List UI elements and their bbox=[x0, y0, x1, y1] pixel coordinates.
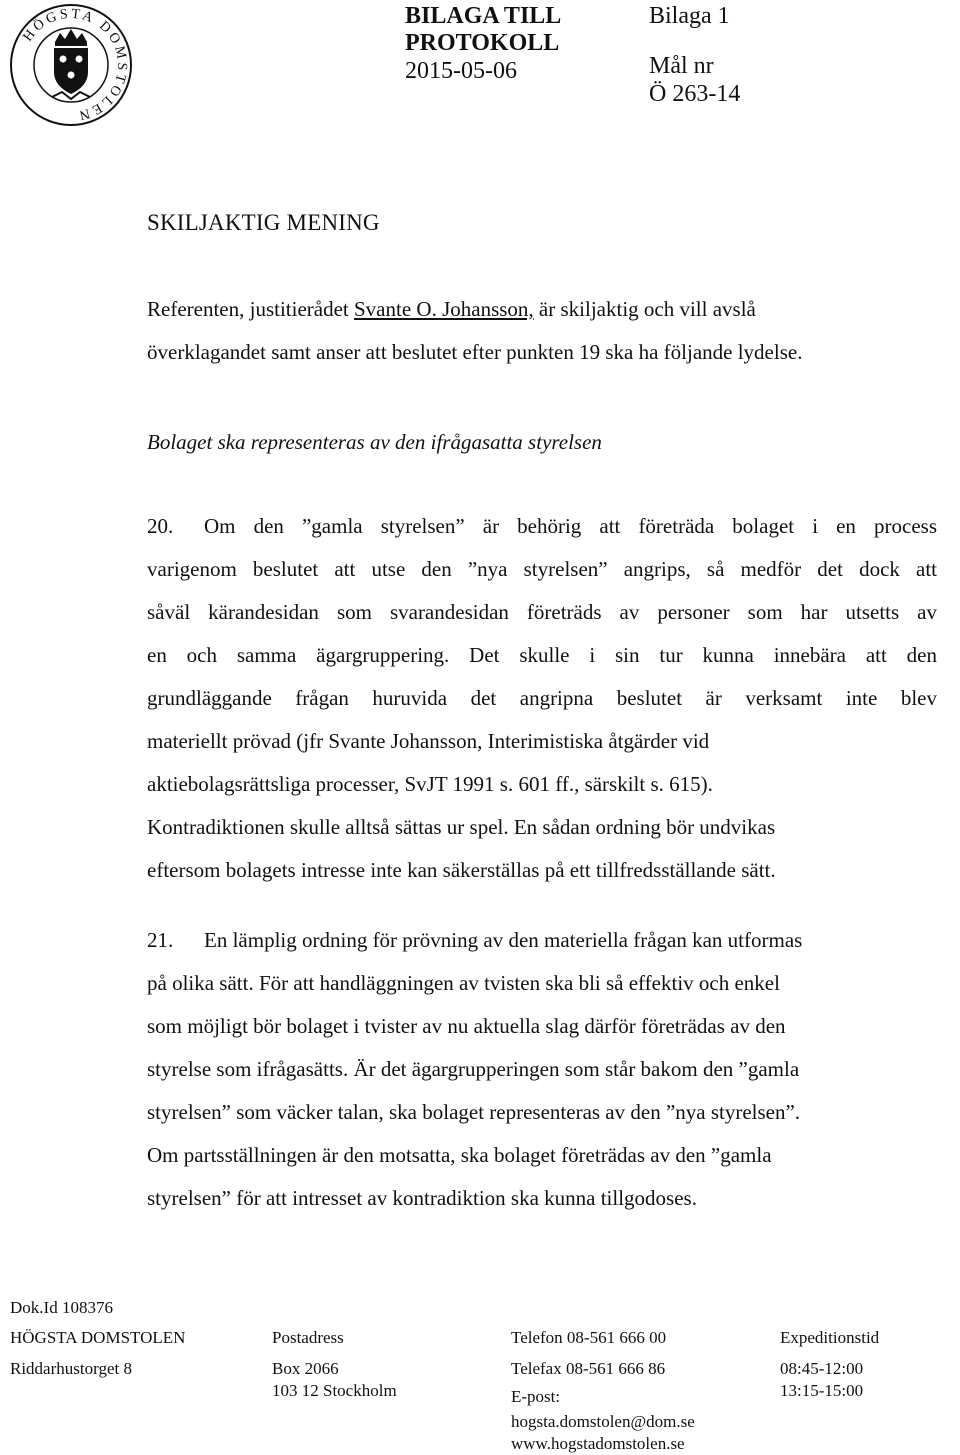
header-mal-number: Ö 263-14 bbox=[649, 81, 741, 107]
footer-street: Riddarhustorget 8 bbox=[10, 1359, 132, 1378]
paragraph-line: på olika sätt. För att handläggningen av tvisten ska bli så effektiv och enkel bbox=[147, 971, 780, 995]
footer-phone: Telefon 08-561 666 00 bbox=[511, 1328, 667, 1347]
paragraph-20 bbox=[147, 505, 937, 892]
paragraph-number: 20. bbox=[147, 514, 174, 538]
header-title-line2: PROTOKOLL bbox=[405, 30, 560, 56]
paragraph-line: eftersom bolagets intresse inte kan säkerställas på ett tillfredsställande sätt. bbox=[147, 858, 776, 882]
paragraph-line: styrelsen” som väcker talan, ska bolaget representeras av den ”nya styrelsen”. bbox=[147, 1100, 801, 1124]
paragraph-line: styrelsen” för att intresset av kontradiktion ska kunna tillgodoses. bbox=[147, 1186, 697, 1210]
header-title-line1: BILAGA TILL bbox=[405, 3, 562, 29]
paragraph-line: materiellt prövad (jfr Svante Johansson, Interimistiska åtgärder vid bbox=[147, 729, 710, 753]
paragraph-line: såväl kärandesidan som svarandesidan företräds av personer som har utsetts av bbox=[147, 600, 937, 624]
paragraph-line: en och samma ägargruppering. Det skulle i sin tur kunna innebära att den bbox=[147, 643, 937, 667]
intro-text-start: Referenten, justitierådet bbox=[147, 297, 354, 321]
header-bilaga: Bilaga 1 bbox=[649, 3, 730, 29]
intro-paragraph bbox=[147, 288, 937, 374]
referent-name: Svante O. Johansson, bbox=[354, 297, 534, 321]
court-seal-logo bbox=[8, 2, 134, 128]
footer-hours-afternoon: 13:15-15:00 bbox=[780, 1381, 864, 1400]
paragraph-number: 21. bbox=[147, 928, 174, 952]
paragraph-line: aktiebolagsrättsliga processer, SvJT 1991 s. 601 ff., särskilt s. 615). bbox=[147, 772, 713, 796]
footer-hours-label: Expeditionstid bbox=[780, 1328, 880, 1347]
footer-court-name: HÖGSTA DOMSTOLEN bbox=[10, 1328, 186, 1347]
intro-text-end: är skiljaktig och vill avslå bbox=[533, 297, 756, 321]
header-date: 2015-05-06 bbox=[405, 58, 517, 84]
footer-post-label: Postadress bbox=[272, 1328, 344, 1347]
intro-line-2: överklagandet samt anser att beslutet efter punkten 19 ska ha följande lydelse. bbox=[147, 340, 803, 364]
paragraph-line: Om partsställningen är den motsatta, ska bolaget företrädas av den ”gamla bbox=[147, 1143, 772, 1167]
footer-post-box: Box 2066 bbox=[272, 1359, 339, 1378]
footer-email-label: E-post: bbox=[511, 1387, 561, 1406]
paragraph-21 bbox=[147, 919, 937, 1220]
paragraph-line: varigenom beslutet att utse den ”nya styrelsen” angrips, så medför det dock att bbox=[147, 557, 937, 581]
section-heading-italic: Bolaget ska representeras av den ifrågasatta styrelsen bbox=[147, 430, 602, 454]
paragraph-line: Kontradiktionen skulle alltså sättas ur spel. En sådan ordning bör undvikas bbox=[147, 815, 776, 839]
paragraph-line: som möjligt bör bolaget i tvister av nu aktuella slag därför företrädas av den bbox=[147, 1014, 786, 1038]
footer-email[interactable]: hogsta.domstolen@dom.se bbox=[511, 1412, 695, 1431]
footer-fax: Telefax 08-561 666 86 bbox=[511, 1359, 666, 1378]
paragraph-line: grundläggande frågan huruvida det angripna beslutet är verksamt inte blev bbox=[147, 686, 937, 710]
paragraph-line: Om den ”gamla styrelsen” är behörig att företräda bolaget i en process bbox=[204, 514, 937, 538]
paragraph-line: En lämplig ordning för prövning av den materiella frågan kan utformas bbox=[204, 928, 803, 952]
document-id: Dok.Id 108376 bbox=[10, 1298, 113, 1317]
document-heading: SKILJAKTIG MENING bbox=[147, 210, 380, 235]
footer-post-city: 103 12 Stockholm bbox=[272, 1381, 397, 1400]
svg-text:HÖGSTA DOMSTOLEN: HÖGSTA DOMSTOLEN bbox=[20, 6, 130, 123]
footer-hours-morning: 08:45-12:00 bbox=[780, 1359, 864, 1378]
paragraph-line: styrelse som ifrågasätts. Är det ägargrupperingen som står bakom den ”gamla bbox=[147, 1057, 800, 1081]
header-mal-label: Mål nr bbox=[649, 53, 714, 79]
footer-website[interactable]: www.hogstadomstolen.se bbox=[511, 1434, 685, 1453]
